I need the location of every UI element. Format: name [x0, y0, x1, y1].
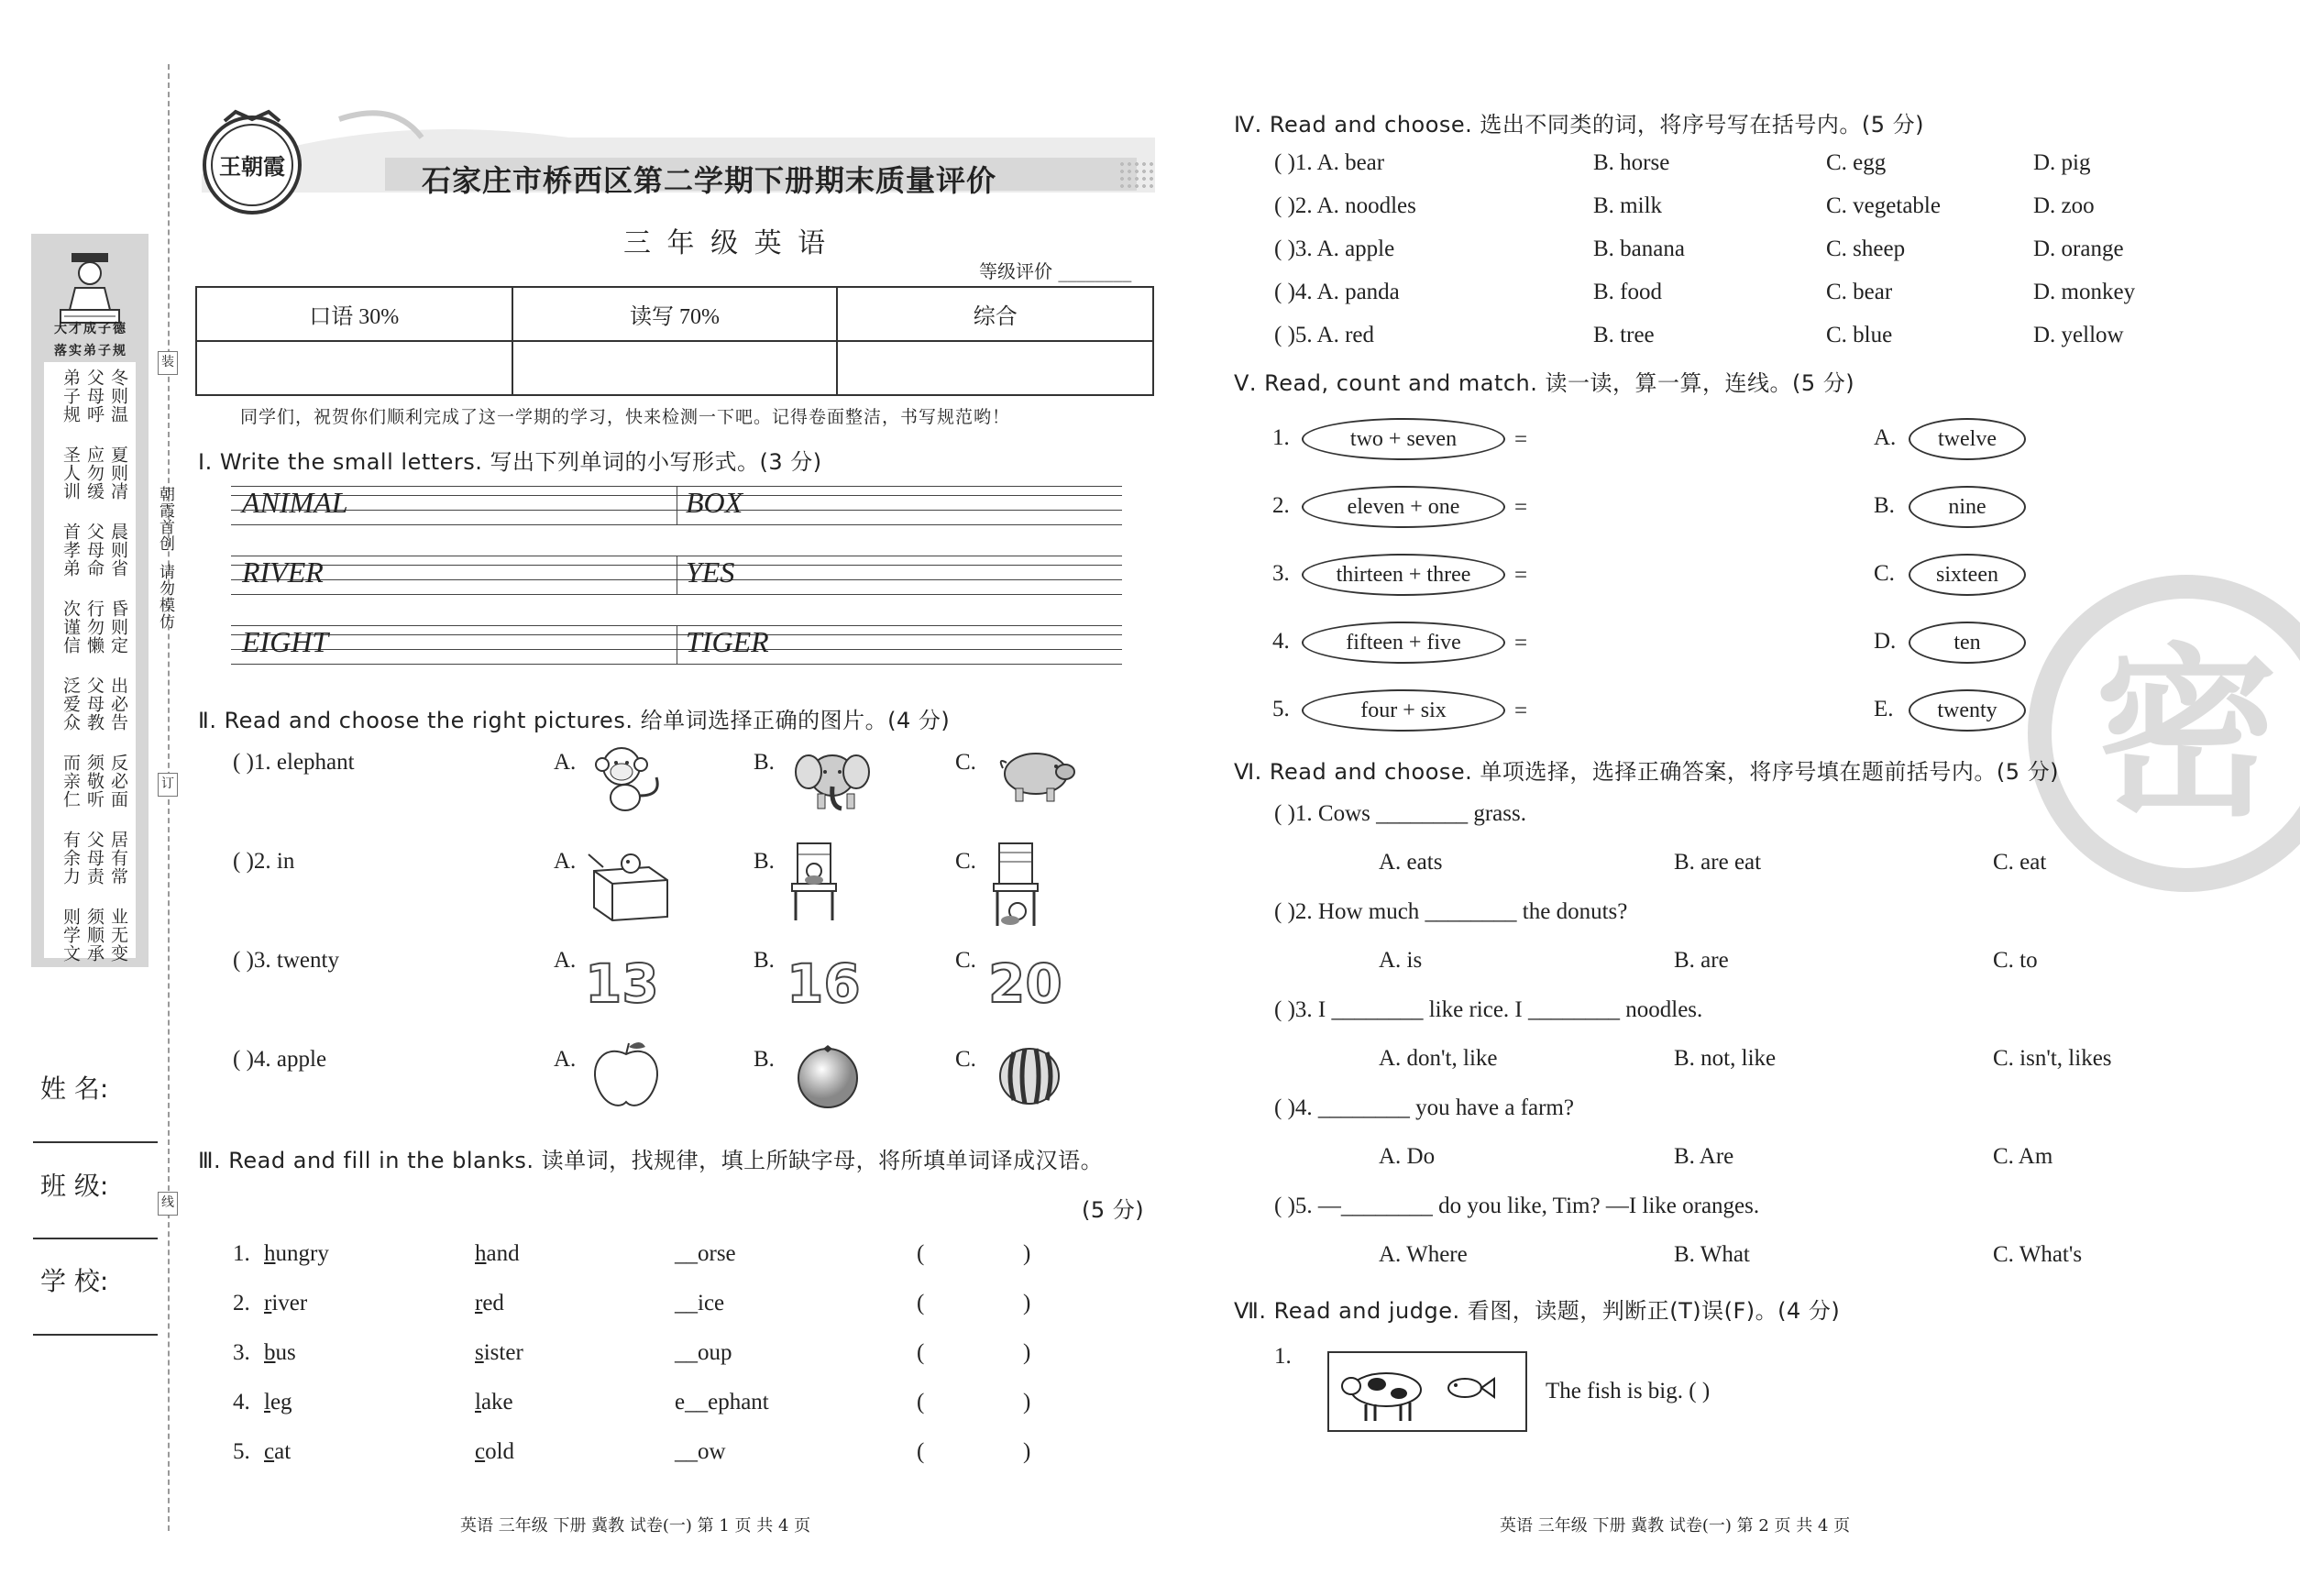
underlined-letter: h	[475, 1241, 487, 1266]
school-field[interactable]	[33, 1334, 158, 1336]
word-a: hungry	[264, 1241, 329, 1266]
ruled-line-group	[231, 556, 1122, 600]
underlined-letter: r	[475, 1291, 483, 1315]
dizigui-column: 晨则省	[108, 523, 128, 578]
choice-question[interactable]: ( )3. A. apple	[1274, 237, 1395, 261]
row-number: 5.	[233, 1439, 250, 1464]
dizigui-column: 则学文	[61, 908, 81, 963]
mc-option-a[interactable]: A. don't, like	[1379, 1046, 1498, 1071]
option-letter: B.	[754, 1047, 775, 1072]
section-3-title: Ⅲ. Read and fill in the blanks. 读单词，找规律，填上所缺字母，将所填单词译成汉语。	[198, 1148, 1104, 1173]
mc-option-a[interactable]: A. Do	[1379, 1144, 1436, 1169]
blank-word[interactable]: __oup	[675, 1340, 732, 1365]
row-number: 3.	[233, 1340, 250, 1365]
confidential-stamp	[2021, 568, 2300, 898]
dizigui-column: 父母责	[84, 831, 105, 886]
match-number: 4.	[1272, 629, 1290, 654]
mc-question[interactable]: ( )1. Cows ________ grass.	[1274, 801, 1526, 826]
class-field[interactable]	[33, 1238, 158, 1239]
option-letter: A.	[554, 750, 577, 775]
dizigui-text	[51, 369, 132, 963]
uppercase-word: TIGER	[686, 625, 769, 658]
underlined-letter: c	[475, 1439, 486, 1464]
dizigui-column: 行勿懒	[84, 600, 105, 655]
dot-pattern	[1118, 160, 1155, 192]
answer-letter: B.	[1874, 493, 1895, 518]
uppercase-word: YES	[686, 556, 735, 589]
score-table	[195, 286, 1154, 396]
option-letter: C.	[955, 849, 976, 874]
footer-right: 英语 三年级 下册 冀教 试卷(一) 第 2 页 共 4 页	[1500, 1516, 1851, 1535]
monkey-picture	[585, 741, 667, 818]
judge-sentence: The fish is big. ( )	[1546, 1379, 1711, 1403]
dizigui-column: 父母呼	[84, 369, 105, 424]
question-text: ( )3. twenty	[233, 948, 339, 973]
stamp-char: 密	[2094, 628, 2279, 842]
mc-option-a[interactable]: A. Where	[1379, 1242, 1468, 1267]
ruled-line	[231, 524, 1122, 525]
option-b: B. horse	[1593, 150, 1670, 175]
answer-paren-right: )	[1023, 1439, 1031, 1464]
grade-evaluation: 等级评价 ________	[979, 260, 1132, 282]
mc-option-b[interactable]: B. are eat	[1674, 850, 1762, 875]
watermelon-picture	[988, 1038, 1071, 1115]
underlined-letter: s	[475, 1340, 484, 1365]
mc-question[interactable]: ( )2. How much ________ the donuts?	[1274, 899, 1628, 924]
answer-paren-left: (	[917, 1390, 925, 1414]
name-label: 姓 名:	[40, 1073, 109, 1104]
option-c: C. vegetable	[1826, 193, 1941, 218]
dog-on-chair-picture	[787, 840, 842, 926]
answer-oval[interactable]: nine	[1909, 486, 2026, 528]
option-b: B. milk	[1593, 193, 1663, 218]
mc-option-a[interactable]: A. eats	[1379, 850, 1443, 875]
option-b: B. food	[1593, 280, 1662, 304]
option-letter: C.	[955, 948, 976, 973]
mc-option-c[interactable]: C. eat	[1993, 850, 2047, 875]
match-number: 3.	[1272, 561, 1290, 586]
binding-mark: 线	[158, 1192, 178, 1216]
choice-question[interactable]: ( )5. A. red	[1274, 323, 1374, 347]
answer-paren-left: (	[917, 1439, 925, 1464]
blank-word[interactable]: e__ephant	[675, 1390, 769, 1414]
mc-option-a[interactable]: A. is	[1379, 948, 1423, 973]
footer-left: 英语 三年级 下册 冀教 试卷(一) 第 1 页 共 4 页	[460, 1516, 811, 1535]
question-text: ( )1. elephant	[233, 750, 355, 775]
answer-letter: D.	[1874, 629, 1897, 654]
section-7-title: Ⅶ. Read and judge. 看图，读题，判断正(T)误(F)。(4 分)	[1234, 1298, 1841, 1324]
answer-paren-left: (	[917, 1340, 925, 1365]
section-2-title: Ⅱ. Read and choose the right pictures. 给单词选择正确的图片。(4 分)	[198, 708, 951, 733]
binding-dashed-line	[168, 64, 170, 1531]
dizigui-column: 出必告	[108, 677, 128, 732]
uppercase-word: ANIMAL	[242, 486, 348, 519]
score-cell[interactable]	[512, 341, 838, 395]
option-letter: C.	[955, 750, 976, 775]
ruled-line-group	[231, 625, 1122, 669]
pig-picture	[988, 741, 1080, 809]
mc-option-b[interactable]: B. What	[1674, 1242, 1750, 1267]
option-letter: B.	[754, 948, 775, 973]
option-b: B. tree	[1593, 323, 1655, 347]
handwriting-lines	[231, 486, 1122, 688]
option-c: C. bear	[1826, 280, 1893, 304]
binding-text: 朝霞首创 请勿模仿	[156, 486, 174, 630]
motto-1: 大才成子德	[54, 322, 127, 336]
answer-oval[interactable]: sixteen	[1909, 554, 2026, 596]
answer-paren-right: )	[1023, 1241, 1031, 1266]
word-b: hand	[475, 1241, 520, 1266]
dizigui-column: 须顺承	[84, 908, 105, 963]
option-d: D. yellow	[2033, 323, 2124, 347]
equals-sign: =	[1514, 427, 1528, 452]
dog-in-box-picture	[585, 840, 677, 926]
dizigui-column: 而亲仁	[61, 754, 81, 809]
match-number: 1.	[1272, 425, 1290, 450]
option-c: C. sheep	[1826, 237, 1906, 261]
section-1-title: Ⅰ. Write the small letters. 写出下列单词的小写形式。(3 分)	[198, 449, 822, 475]
option-b: B. banana	[1593, 237, 1685, 261]
dizigui-column: 次谨信	[61, 600, 81, 655]
number-picture: 20	[988, 952, 1062, 1015]
word-b: cold	[475, 1439, 515, 1464]
answer-letter: C.	[1874, 561, 1895, 586]
answer-paren-right: )	[1023, 1390, 1031, 1414]
mc-question[interactable]: ( )5. —________ do you like, Tim? —I like oranges.	[1274, 1194, 1760, 1218]
dizigui-column: 首孝弟	[61, 523, 81, 578]
dizigui-column: 有余力	[61, 831, 81, 886]
word-a: river	[264, 1291, 308, 1315]
name-field[interactable]	[33, 1141, 158, 1143]
grade-subject: 三 年 级 英 语	[623, 227, 830, 259]
answer-letter: E.	[1874, 697, 1894, 721]
blank-word[interactable]: __orse	[675, 1241, 736, 1266]
answer-oval[interactable]: ten	[1909, 622, 2026, 664]
option-d: D. monkey	[2033, 280, 2136, 304]
answer-paren-left: (	[917, 1291, 925, 1315]
answer-oval[interactable]: twenty	[1909, 689, 2026, 732]
question-text: ( )2. in	[233, 849, 295, 874]
ruled-line	[231, 664, 1122, 665]
uppercase-word: EIGHT	[242, 625, 329, 658]
number-picture: 13	[585, 952, 659, 1015]
option-c: C. egg	[1826, 150, 1887, 175]
word-b: lake	[475, 1390, 513, 1414]
dizigui-column: 圣人训	[61, 446, 81, 501]
underlined-letter: c	[264, 1439, 275, 1464]
expression-oval[interactable]: four + six	[1302, 689, 1505, 732]
dizigui-column: 泛爱众	[61, 677, 81, 732]
dizigui-column: 冬则温	[108, 369, 128, 424]
answer-paren-right: )	[1023, 1340, 1031, 1365]
elephant-picture	[787, 741, 878, 818]
motto-2: 落实弟子规	[54, 344, 127, 358]
section-5-title: Ⅴ. Read, count and match. 读一读，算一算，连线。(5 分)	[1234, 370, 1855, 396]
mc-question[interactable]: ( )4. ________ you have a farm?	[1274, 1095, 1574, 1120]
expression-oval[interactable]: eleven + one	[1302, 486, 1505, 528]
word-a: bus	[264, 1340, 296, 1365]
dizigui-column: 昏则定	[108, 600, 128, 655]
score-header-rw: 读写 70%	[512, 287, 838, 341]
mc-option-c[interactable]: C. Am	[1993, 1144, 2053, 1169]
ruled-line	[231, 594, 1122, 595]
uppercase-word: BOX	[686, 486, 743, 519]
word-b: sister	[475, 1340, 523, 1365]
cow-fish-picture	[1327, 1351, 1527, 1432]
school-label: 学 校:	[40, 1266, 109, 1296]
choice-question[interactable]: ( )1. A. bear	[1274, 150, 1385, 175]
word-b: red	[475, 1291, 504, 1315]
choice-question[interactable]: ( )4. A. panda	[1274, 280, 1400, 304]
expression-oval[interactable]: two + seven	[1302, 418, 1505, 460]
underlined-letter: l	[475, 1390, 481, 1414]
row-number: 4.	[233, 1390, 250, 1414]
binding-mark: 订	[158, 773, 178, 797]
word-a: leg	[264, 1390, 292, 1414]
dizigui-column: 应勿缓	[84, 446, 105, 501]
ruled-line-group	[231, 486, 1122, 530]
dizigui-column: 弟子规	[61, 369, 81, 424]
expression-oval[interactable]: thirteen + three	[1302, 554, 1505, 596]
option-letter: A.	[554, 849, 577, 874]
mc-question[interactable]: ( )3. I ________ like rice. I ________ noodles.	[1274, 997, 1703, 1022]
underlined-letter: l	[264, 1390, 270, 1414]
match-number: 5.	[1272, 697, 1290, 721]
section-4-title: Ⅳ. Read and choose. 选出不同类的词，将序号写在括号内。(5 分)	[1234, 112, 1925, 138]
equals-sign: =	[1514, 631, 1528, 655]
option-letter: B.	[754, 750, 775, 775]
mc-option-c[interactable]: C. isn't, likes	[1993, 1046, 2112, 1071]
number-picture: 16	[787, 952, 861, 1015]
orange-picture	[787, 1038, 869, 1115]
intro-text: 同学们，祝贺你们顺利完成了这一学期的学习，快来检测一下吧。记得卷面整洁，书写规范哟！	[240, 407, 1011, 427]
dizigui-column: 父母教	[84, 677, 105, 732]
class-label: 班 级:	[40, 1171, 109, 1201]
blank-word[interactable]: __ow	[675, 1439, 726, 1464]
equals-sign: =	[1514, 699, 1528, 723]
score-header-total: 综合	[837, 287, 1153, 341]
score-cell[interactable]	[196, 341, 512, 395]
option-d: D. pig	[2033, 150, 2091, 175]
underlined-letter: h	[264, 1241, 276, 1266]
dizigui-column: 反必面	[108, 754, 128, 809]
score-header-oral: 口语 30%	[196, 287, 512, 341]
answer-paren-left: (	[917, 1241, 925, 1266]
answer-oval[interactable]: twelve	[1909, 418, 2026, 460]
option-c: C. blue	[1826, 323, 1893, 347]
underlined-letter: b	[264, 1340, 276, 1365]
dizigui-column: 父母命	[84, 523, 105, 578]
option-letter: B.	[754, 849, 775, 874]
logo-text: 王朝霞	[219, 153, 285, 180]
choice-question[interactable]: ( )2. A. noodles	[1274, 193, 1416, 218]
equals-sign: =	[1514, 563, 1528, 588]
underlined-letter: r	[264, 1291, 272, 1315]
binding-mark: 装	[158, 351, 178, 375]
option-letter: A.	[554, 1047, 577, 1072]
uppercase-word: RIVER	[242, 556, 324, 589]
row-number: 1.	[233, 1241, 250, 1266]
apple-picture	[585, 1038, 667, 1115]
match-number: 2.	[1272, 493, 1290, 518]
dizigui-column: 业无变	[108, 908, 128, 963]
score-cell[interactable]	[837, 341, 1153, 395]
section-3-score: (5 分)	[1082, 1197, 1145, 1223]
equals-sign: =	[1514, 495, 1528, 520]
row-number: 2.	[233, 1291, 250, 1315]
mc-option-b[interactable]: B. are	[1674, 948, 1729, 973]
dizigui-column: 夏则凊	[108, 446, 128, 501]
option-d: D. zoo	[2033, 193, 2095, 218]
answer-paren-right: )	[1023, 1291, 1031, 1315]
mc-option-b[interactable]: B. Are	[1674, 1144, 1734, 1169]
dizigui-column: 须敬听	[84, 754, 105, 809]
dog-under-chair-picture	[988, 840, 1043, 931]
expression-oval[interactable]: fifteen + five	[1302, 622, 1505, 664]
answer-letter: A.	[1874, 425, 1897, 450]
dizigui-column: 居有常	[108, 831, 128, 886]
word-a: cat	[264, 1439, 292, 1464]
judge-number: 1.	[1274, 1344, 1292, 1369]
section-6-title: Ⅵ. Read and choose. 单项选择，选择正确答案，将序号填在题前括号内。(5 分)	[1234, 759, 2060, 785]
option-letter: A.	[554, 948, 577, 973]
exam-title: 石家庄市桥西区第二学期下册期末质量评价	[422, 163, 997, 198]
mc-option-b[interactable]: B. not, like	[1674, 1046, 1777, 1071]
mc-option-c[interactable]: C. to	[1993, 948, 2038, 973]
option-letter: C.	[955, 1047, 976, 1072]
blank-word[interactable]: __ice	[675, 1291, 725, 1315]
option-d: D. orange	[2033, 237, 2124, 261]
mc-option-c[interactable]: C. What's	[1993, 1242, 2083, 1267]
question-text: ( )4. apple	[233, 1047, 327, 1072]
